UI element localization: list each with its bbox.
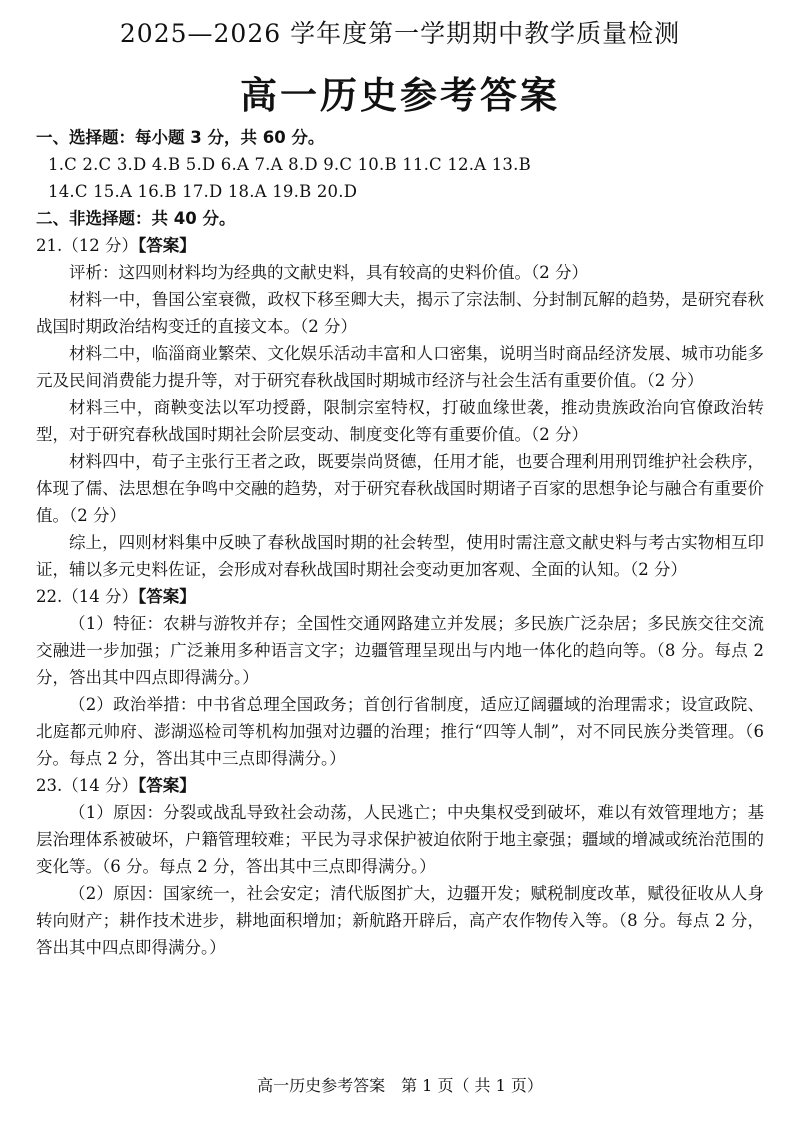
- subject-title: 高一历史参考答案: [240, 74, 560, 117]
- page-footer: 高一历史参考答案 第 1 页（ 共 1 页）: [257, 1076, 543, 1095]
- q21-paragraph-6: 综上，四则材料集中反映了春秋战国时期的社会转型，使用时需注意文献史料与考古实物相互印证，辅以多元史料佐证，会形成对春秋战国时期社会变动更加客观、全面的认知。（2 分）: [36, 533, 764, 579]
- q23-paragraph-2: （2）原因：国家统一，社会安定；清代版图扩大，边疆开发；赋税制度改革，赋役征收从人身转向财产；耕作技术进步，耕地面积增加；新航路开辟后，高产农作物传入等。（8 分。每点 2 分，答出其中四点即得满分。）: [36, 884, 764, 957]
- question-22-header: [36, 583, 764, 610]
- question-23-number: 23.（14 分）: [36, 776, 138, 795]
- question-23-answer-label: 【答案】: [137, 776, 196, 795]
- q21-paragraph-1: 评析：这四则材料均为经典的文献史料，具有较高的史料价值。（2 分）: [69, 263, 588, 282]
- part1-heading: 一、选择题：每小题 3 分，共 60 分。: [36, 128, 325, 147]
- q22-paragraph-2: （2）政治举措：中书省总理全国政务；首创行省制度，适应辽阔疆域的治理需求；设宣政院、北庭都元帅府、澎湖巡检司等机构加强对边疆的治理；推行“四等人制”，对不同民族分类管理。（6 分。每点 2 分，答出其中三点即得满分。）: [36, 695, 764, 768]
- q22-paragraph-1: （1）特征：农耕与游牧并存；全国性交通网路建立并发展；多民族广泛杂居；多民族交往交流交融进一步加强；广泛兼用多种语言文字；边疆管理呈现出与内地一体化的趋向等。（8 分。每点 2 分，答出其中四点即得满分。）: [36, 614, 764, 687]
- q21-paragraph-4: 材料三中，商鞅变法以军功授爵，限制宗室特权，打破血缘世袭，推动贵族政治向官僚政治转型，对于研究春秋战国时期社会阶层变动、制度变化等有重要价值。（2 分）: [36, 398, 764, 444]
- exam-title: 2025—2026 学年度第一学期期中教学质量检测: [119, 19, 681, 48]
- q21-paragraph-5: 材料四中，荀子主张行王者之政，既要崇尚贤德，任用才能，也要合理利用刑罚维护社会秩序，体现了儒、法思想在争鸣中交融的趋势，对于研究春秋战国时期诸子百家的思想争论与融合有重要价值。（2 分）: [36, 452, 764, 525]
- choice-answers-line-1: 1.C 2.C 3.D 4.B 5.D 6.A 7.A 8.D 9.C 10.B 11.C 12.A 13.B: [48, 155, 531, 174]
- q21-paragraph-3: 材料二中，临淄商业繁荣、文化娱乐活动丰富和人口密集，说明当时商品经济发展、城市功能多元及民间消费能力提升等，对于研究春秋战国时期城市经济与社会生活有重要价值。（2 分）: [36, 344, 764, 390]
- question-22-number: 22.（14 分）: [36, 587, 138, 606]
- question-23-header: [36, 772, 764, 799]
- part2-heading: 二、非选择题：共 40 分。: [36, 209, 236, 228]
- q23-paragraph-1: （1）原因：分裂或战乱导致社会动荡，人民逃亡；中央集权受到破坏，难以有效管理地方；基层治理体系被破坏，户籍管理较难；平民为寻求保护被迫依附于地主豪强；疆域的增减或统治范围的变化等。（6 分。每点 2 分，答出其中三点即得满分。）: [36, 803, 764, 876]
- question-21-number: 21.（12 分）: [36, 236, 138, 255]
- question-21-answer-label: 【答案】: [137, 236, 196, 255]
- q21-paragraph-2: 材料一中，鲁国公室衰微，政权下移至卿大夫，揭示了宗法制、分封制瓦解的趋势，是研究春秋战国时期政治结构变迁的直接文本。（2 分）: [36, 290, 764, 336]
- answer-content: [36, 124, 764, 961]
- choice-answers-line-2: 14.C 15.A 16.B 17.D 18.A 19.B 20.D: [48, 182, 358, 201]
- question-21-header: [36, 232, 764, 259]
- question-22-answer-label: 【答案】: [137, 587, 196, 606]
